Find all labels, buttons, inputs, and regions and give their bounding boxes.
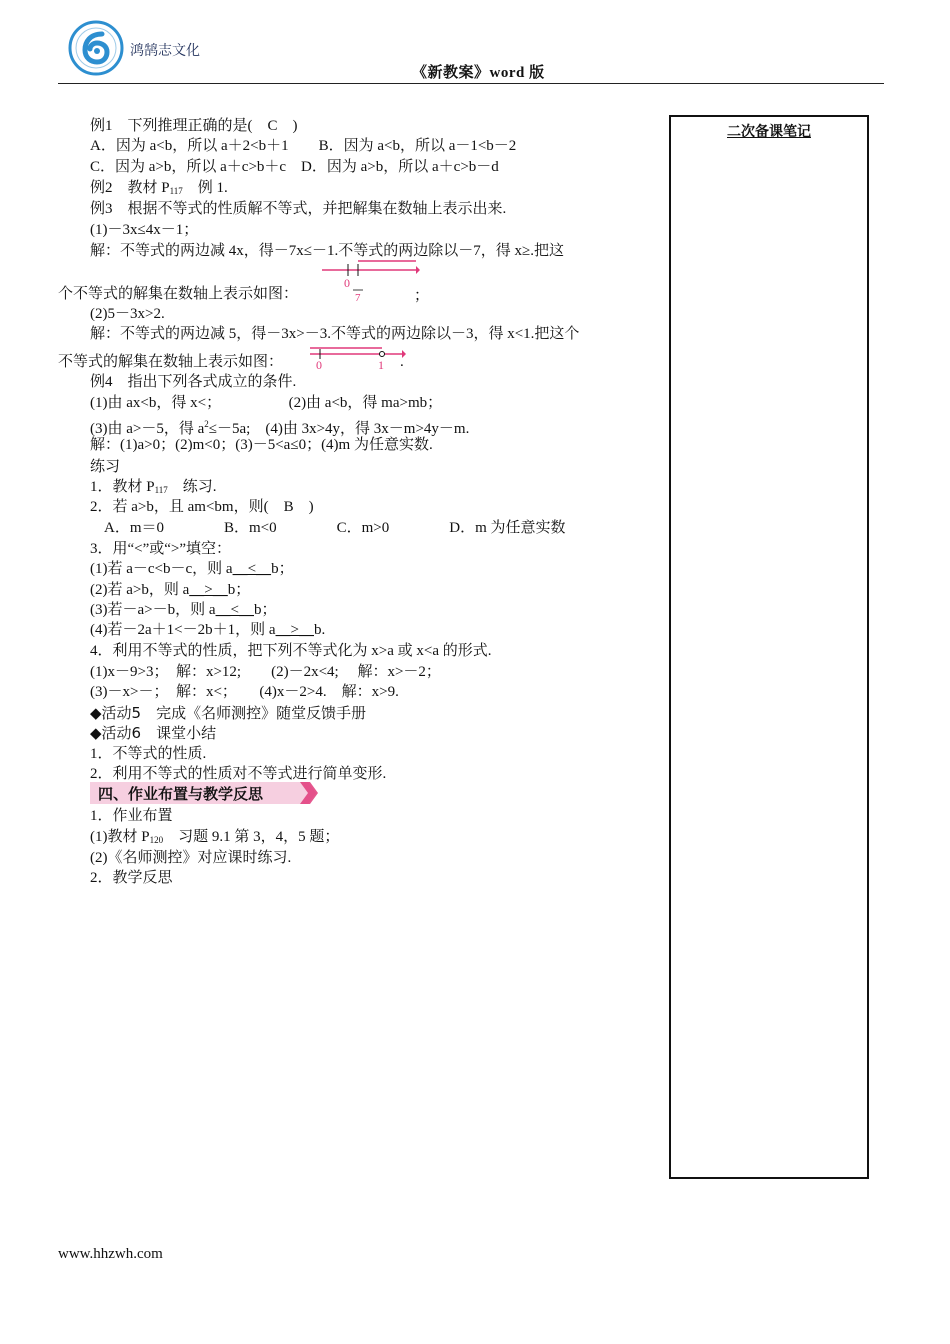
practice-2-options: A．m＝0 B．m<0 C．m>0 D．m 为任意实数 [104,520,566,536]
example-3-part-2-solution: 解：不等式的两边减 5，得－3x>－3.不等式的两边除以－3，得 x<1.把这个 [90,326,580,342]
example-4-parts-1-2: (1)由 ax<b，得 x<； (2)由 a<b，得 ma>mb； [90,395,443,411]
notes-title: 二次备课笔记 [727,124,811,140]
footer-url: www.hhzwh.com [58,1246,163,1262]
page-header [0,0,950,88]
example-4: 例4 指出下列各式成立的条件. [90,374,297,390]
practice-4: 4．利用不等式的性质，把下列不等式化为 x>a 或 x<a 的形式. [90,643,492,659]
example-3-part-2-end: . [400,354,404,370]
header-divider [58,83,884,84]
number-line-1 [320,260,420,302]
homework-1: (1)教材 $P_{120}$ 习题 9.1 第 3，4，5 题； [90,829,340,845]
example-4-solution: 解：(1)a>0；(2)m<0；(3)－5<a≤0；(4)m 为任意实数. [90,437,433,453]
example-3-part-1-solution-cont: 个不等式的解集在数轴上表示如图： [58,286,299,302]
practice-3-4: (4)若－2a＋1<－2b＋1，则 a＿>＿b. [90,622,326,638]
practice-4-parts-1-2: (1)x－9>3； 解：x>12; (2)－2x<4; 解：x>－2； [90,664,441,680]
summary-1: 1．不等式的性质. [90,746,207,762]
homework-heading: 1．作业布置 [90,808,173,824]
practice-heading: 练习 [90,457,121,475]
number-line-1-zero: 0 [344,276,350,290]
example-3-part-1-solution: 解：不等式的两边减 4x，得－7x≤－1.不等式的两边除以－7，得 x≥.把这 [90,243,564,259]
brand-name: 鸿鹄志文化 [130,43,200,59]
number-line-2 [308,344,408,370]
number-line-2-one: 1 [378,358,384,370]
example-3: 例3 根据不等式的性质解不等式，并把解集在数轴上表示出来. [90,201,507,217]
example-4-parts-3-4: (3)由 a>－5，得 $a^2\le-5a$; (4)由 3x>4y，得 3x－m>4y－m. [90,419,470,437]
practice-4-parts-3-4: (3)－x>－； 解：x<； (4)x－2>4. 解：x>9. [90,684,399,700]
practice-3: 3．用“<”或“>”填空： [90,541,232,557]
practice-1: 1．教材 $P_{117}$ 练习. [90,479,217,495]
practice-2: 2．若 a>b，且 am<bm，则( B ) [90,499,314,515]
example-3-part-1: (1)－3x≤4x－1； [90,222,199,238]
practice-3-1: (1)若 a－c<b－c，则 a＿<＿b； [90,561,294,577]
document-title: 《新教案》word 版 [412,65,545,81]
summary-2: 2．利用不等式的性质对不等式进行简单变形. [90,766,387,782]
section-4-heading: 四、作业布置与教学反思 [90,781,320,805]
reflection-heading: 2．教学反思 [90,870,173,886]
example-1-question: 例1 下列推理正确的是( C ) [90,118,298,134]
practice-3-2: (2)若 a>b，则 a＿>＿b； [90,582,251,598]
homework-2: (2)《名师测控》对应课时练习. [90,850,292,866]
number-line-2-zero: 0 [316,358,322,370]
activity-5: ◆活动5 完成《名师测控》随堂反馈手册 [90,704,367,722]
example-3-part-2: (2)5－3x>2. [90,306,165,322]
notes-panel [669,115,869,1179]
number-line-1-frac: 7 [355,292,361,302]
brand-logo-icon [68,20,124,76]
activity-6: ◆活动6 课堂小结 [90,724,217,742]
example-3-part-1-end: ； [414,288,430,304]
example-3-part-2-solution-cont: 不等式的解集在数轴上表示如图： [58,354,284,370]
example-1-options-ab: A．因为 a<b，所以 a＋2<b＋1 B．因为 a<b，所以 a－1<b－2 [90,138,517,154]
example-2: 例2 教材 $P_{117}$ 例 1. [90,180,228,196]
practice-3-3: (3)若－a>－b，则 a＿<＿b； [90,602,277,618]
example-1-options-cd: C．因为 a>b，所以 a＋c>b＋c D．因为 a>b，所以 a＋c>b－d [90,159,499,175]
